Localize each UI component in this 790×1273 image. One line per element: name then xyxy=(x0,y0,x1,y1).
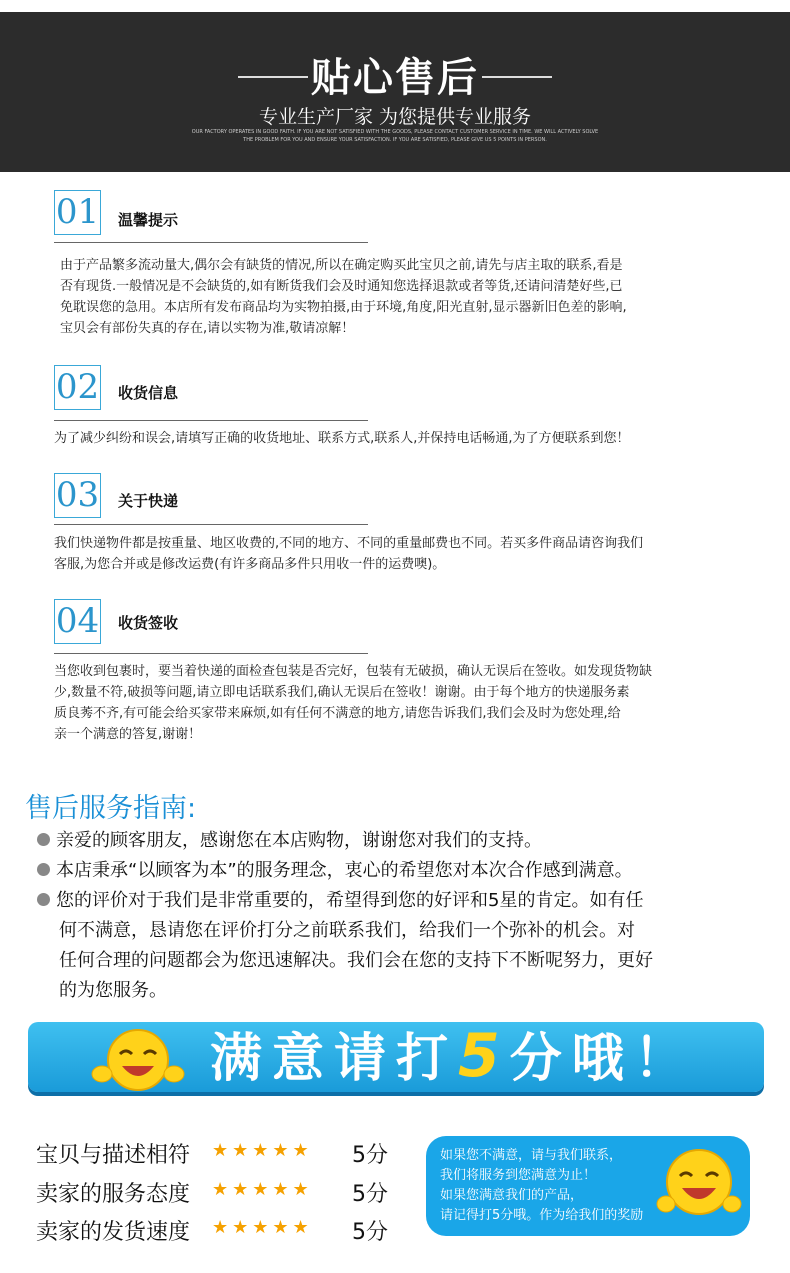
bullet-dot-icon xyxy=(37,833,50,846)
rating-row xyxy=(36,1177,388,1208)
page-subtitle: 专业生产厂家 为您提供专业服务 xyxy=(258,106,532,128)
section-text-receiving xyxy=(54,428,630,449)
english-tagline: OUR FACTORY OPERATES IN GOOD FAITH. IF YOU ARE NOT SATISFIED WITH THE GOODS, PLEASE CONTACT CUSTOMER SERVICE IN TIME. WE WILL ACTIVELY SOLVE THE PROBLEM FOR YOU AND ENSURE YOUR SATISFACTION. IF YOU ARE SATISFIED, PLEASE GIVE US 5 POINTS IN PERSON. xyxy=(191,129,599,143)
section-title-receiving: 收货信息 xyxy=(118,384,179,402)
section-divider xyxy=(54,653,368,654)
star-rating-icon: ★★★★★ xyxy=(212,1140,313,1161)
bullet-text: 亲爱的顾客朋友，感谢您在本店购物，谢谢您对我们的支持。 xyxy=(56,830,542,851)
bubble-line: 请记得打5分哦。作为给我们的奖励 xyxy=(440,1208,644,1223)
laughing-smiley-icon xyxy=(90,1026,186,1096)
rating-label: 卖家的发货速度 xyxy=(36,1220,191,1245)
rating-row xyxy=(36,1215,388,1246)
rating-label: 宝贝与描述相符 xyxy=(36,1143,191,1168)
rate-five-banner xyxy=(28,1022,764,1092)
bullet-text: 何不满意，恳请您在评价打分之前联系我们，给我们一个弥补的机会。对 xyxy=(59,920,635,941)
banner-text-before: 满意请打 xyxy=(210,1029,459,1089)
text-line: 少,数量不符,破损等问题,请立即电话联系我们,确认无误后在签收！谢谢。由于每个地方的快递服务素 xyxy=(54,685,630,700)
section-text-shipping xyxy=(54,533,643,575)
page-title: 贴心售后 xyxy=(311,55,479,101)
bullet-text: 您的评价对于我们是非常重要的，希望得到您的好评和5星的肯定。如有任 xyxy=(56,890,644,911)
section-text-signing xyxy=(54,661,652,745)
section-title-tips: 温馨提示 xyxy=(118,211,179,229)
rating-row xyxy=(36,1138,388,1169)
text-line: 宝贝会有部份失真的存在,请以实物为准,敬请凉解！ xyxy=(60,321,355,336)
bullet-dot-icon xyxy=(37,893,50,906)
banner-five: 5 xyxy=(458,1021,510,1091)
text-line: 当您收到包裹时，要当着快递的面检查包装是否完好，包装有无破损，确认无误后在签收。如发现货物缺 xyxy=(54,664,653,679)
rating-score: 5分 xyxy=(352,1143,388,1168)
section-title-shipping: 关于快递 xyxy=(118,492,179,510)
banner-text-after: 分哦！ xyxy=(509,1029,696,1089)
guide-title: 售后服务指南: xyxy=(25,793,197,824)
rating-label: 卖家的服务态度 xyxy=(36,1182,191,1207)
bubble-line: 如果您不满意，请与我们联系， xyxy=(440,1148,623,1163)
bubble-line: 我们将服务到您满意为止！ xyxy=(440,1168,597,1183)
laughing-smiley-icon xyxy=(656,1144,742,1228)
section-text-tips xyxy=(60,255,627,339)
text-line: 为了减少纠纷和误会,请填写正确的收货地址、联系方式,联系人,并保持电话畅通,为了方便联系到您！ xyxy=(54,431,630,446)
text-line: 否有现货.一般情况是不会缺货的,如有断货我们会及时通知您选择退款或者等货,还请问清楚好些,已 xyxy=(60,279,623,294)
text-line: 免耽误您的急用。本店所有发布商品均为实物拍摄,由于环境,角度,阳光直射,显示器新旧色差的影响, xyxy=(60,300,627,315)
text-line: 由于产品繁多流动量大,偶尔会有缺货的情况,所以在确定购买此宝贝之前,请先与店主取的联系,看是 xyxy=(60,258,623,273)
rating-score: 5分 xyxy=(352,1182,388,1207)
contact-bubble xyxy=(426,1136,750,1236)
guide-bullet xyxy=(37,826,542,856)
bubble-text xyxy=(440,1146,643,1226)
section-divider xyxy=(54,524,368,525)
section-title-signing: 收货签收 xyxy=(118,614,179,632)
star-rating-icon: ★★★★★ xyxy=(212,1217,313,1238)
header-banner xyxy=(0,12,790,172)
bullet-text: 任何合理的问题都会为您迅速解决。我们会在您的支持下不断呢努力，更好 xyxy=(59,950,653,971)
text-line: 亲一个满意的答复,谢谢！ xyxy=(54,727,202,742)
text-line: 客服,为您合并或是修改运费(有许多商品多件只用收一件的运费噢)。 xyxy=(54,557,446,572)
guide-bullet xyxy=(37,886,653,1006)
bullet-text: 本店秉承“以顾客为本”的服务理念，衷心的希望您对本次合作感到满意。 xyxy=(56,860,633,881)
section-divider xyxy=(54,242,368,243)
star-rating-icon: ★★★★★ xyxy=(212,1179,313,1200)
text-line: 我们快递物件都是按重量、地区收费的,不同的地方、不同的重量邮费也不同。若买多件商品请咨询我们 xyxy=(54,536,644,551)
title-right-line xyxy=(482,76,552,78)
banner-text xyxy=(210,1021,696,1091)
bubble-line: 如果您满意我们的产品， xyxy=(440,1188,584,1203)
rating-score: 5分 xyxy=(352,1220,388,1245)
section-number-01: 01 xyxy=(54,190,101,235)
bullet-text: 的为您服务。 xyxy=(59,980,167,1001)
guide-bullet xyxy=(37,856,633,886)
text-line: 质良莠不齐,有可能会给买家带来麻烦,如有任何不满意的地方,请您告诉我们,我们会及时为您处理,给 xyxy=(54,706,621,721)
bullet-dot-icon xyxy=(37,863,50,876)
section-number-04: 04 xyxy=(54,599,101,644)
section-number-03: 03 xyxy=(54,473,101,518)
section-divider xyxy=(54,420,368,421)
section-number-02: 02 xyxy=(54,365,101,410)
